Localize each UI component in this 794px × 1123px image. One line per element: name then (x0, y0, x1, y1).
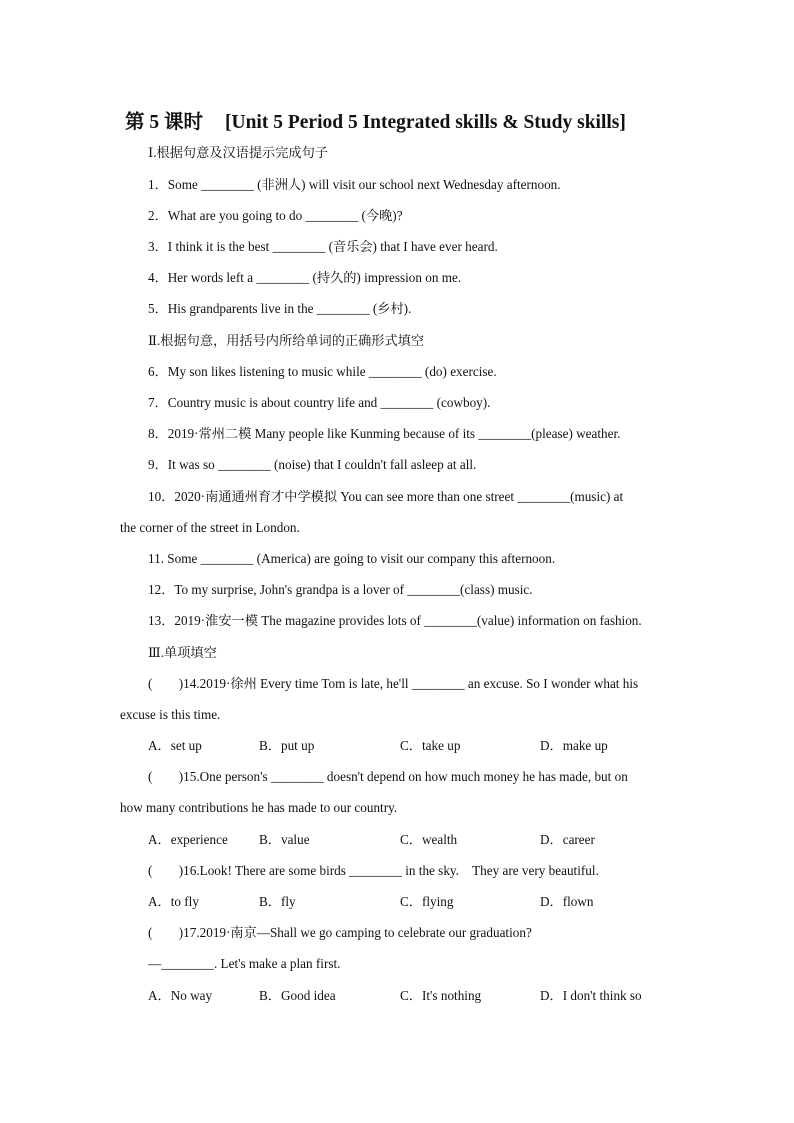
question-16: ( )16.Look! There are some birds ________ in the sky. They are very beautiful. (148, 863, 599, 878)
question-7: 7．Country music is about country life and ________ (cowboy). (148, 395, 491, 410)
question-17-line-2: —________. Let's make a plan first. (148, 956, 341, 971)
section-heading-2: Ⅱ.根据句意，用括号内所给单词的正确形式填空 (148, 333, 425, 348)
question-8: 8．2019·常州二模 Many people like Kunming because of its ________(please) weather. (148, 426, 621, 441)
question-13: 13．2019·淮安一模 The magazine provides lots of ________(value) information on fashion. (148, 613, 642, 628)
q17-option-c: C．It's nothing (400, 988, 482, 1003)
question-10-line-1: 10．2020·南通通州育才中学模拟 You can see more than one street ________(music) at (148, 489, 624, 504)
question-11: 11. Some ________ (America) are going to visit our company this afternoon. (148, 551, 556, 566)
q17-option-d: D．I don't think so (540, 988, 642, 1003)
question-15-line-2: how many contributions he has made to our country. (120, 800, 398, 815)
question-12: 12．To my surprise, John's grandpa is a lover of ________(class) music. (148, 582, 533, 597)
question-5: 5．His grandparents live in the ________ (乡村). (148, 301, 412, 316)
q16-option-b: B．fly (259, 894, 296, 909)
question-4: 4．Her words left a ________ (持久的) impression on me. (148, 270, 462, 285)
q14-option-c: C．take up (400, 738, 461, 753)
section-heading-1: Ⅰ.根据句意及汉语提示完成句子 (148, 145, 328, 160)
q17-option-a: A．No way (148, 988, 213, 1003)
question-15-line-1: ( )15.One person's ________ doesn't depend on how much money he has made, but on (148, 769, 628, 784)
q16-option-c: C．flying (400, 894, 454, 909)
q14-option-b: B．put up (259, 738, 315, 753)
q15-option-d: D．career (540, 832, 595, 847)
section-heading-3: Ⅲ.单项填空 (148, 645, 217, 660)
question-17-line-1: ( )17.2019·南京—Shall we go camping to celebrate our graduation? (148, 925, 532, 940)
lesson-label: 第 5 课时 (125, 112, 204, 133)
q15-option-c: C．wealth (400, 832, 458, 847)
question-3: 3．I think it is the best ________ (音乐会) that I have ever heard. (148, 239, 498, 254)
question-2: 2．What are you going to do ________ (今晚)? (148, 208, 403, 223)
page-title (125, 106, 685, 134)
question-1: 1．Some ________ (非洲人) will visit our school next Wednesday afternoon. (148, 177, 561, 192)
q15-option-a: A．experience (148, 832, 228, 847)
unit-label: [Unit 5 Period 5 Integrated skills & Study skills] (225, 112, 626, 133)
question-10-line-2: the corner of the street in London. (120, 520, 300, 535)
q17-option-b: B．Good idea (259, 988, 336, 1003)
q15-option-b: B．value (259, 832, 310, 847)
question-6: 6．My son likes listening to music while ________ (do) exercise. (148, 364, 497, 379)
question-14-line-1: ( )14.2019·徐州 Every time Tom is late, he'll ________ an excuse. So I wonder what his (148, 676, 639, 691)
question-9: 9．It was so ________ (noise) that I couldn't fall asleep at all. (148, 457, 477, 472)
q16-option-a: A．to fly (148, 894, 199, 909)
q14-option-a: A．set up (148, 738, 202, 753)
question-14-line-2: excuse is this time. (120, 707, 221, 722)
q16-option-d: D．flown (540, 894, 594, 909)
q14-option-d: D．make up (540, 738, 608, 753)
